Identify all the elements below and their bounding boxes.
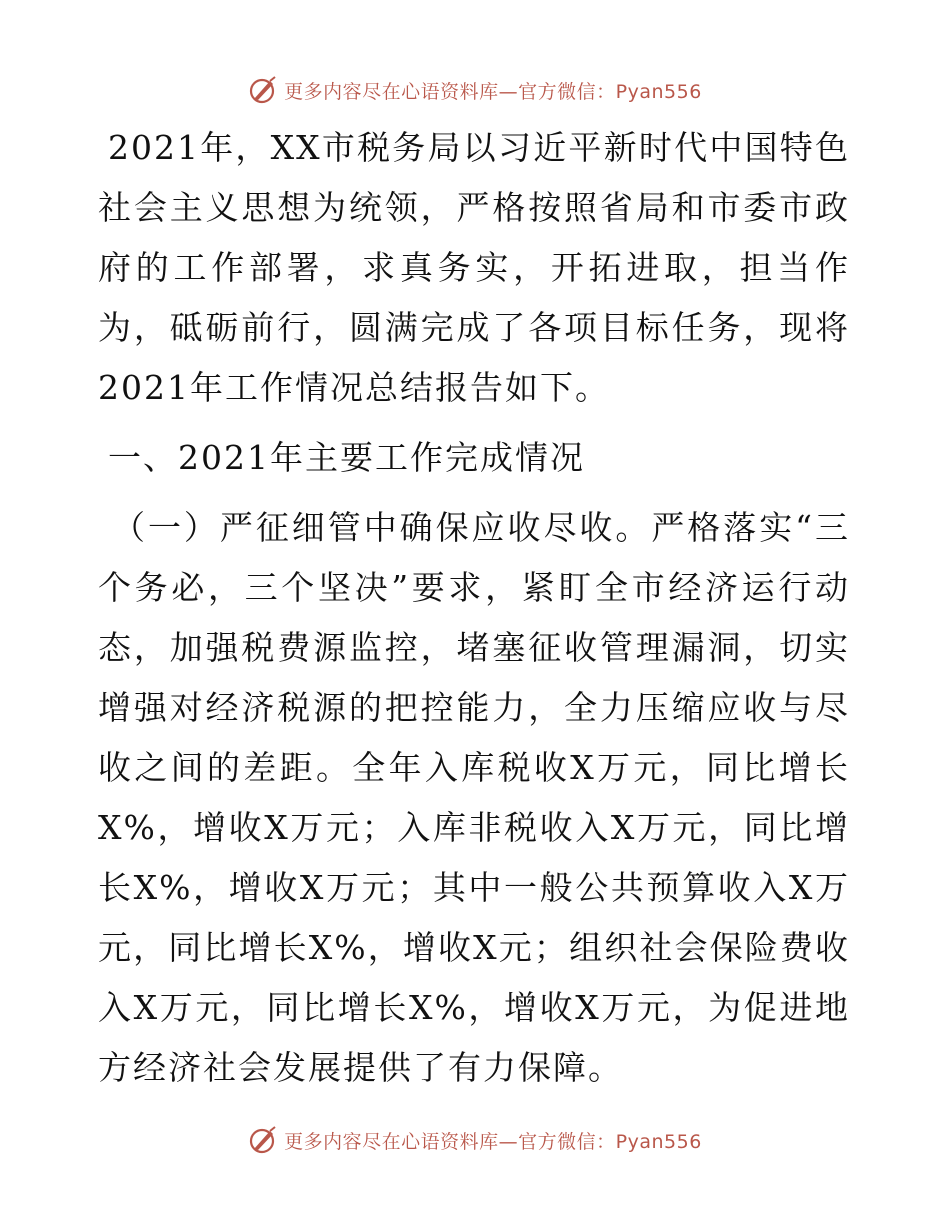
document-body xyxy=(98,118,850,1098)
footer-watermark xyxy=(0,1120,950,1160)
section-heading: 一、2021年主要工作完成情况 xyxy=(108,438,585,477)
header-watermark xyxy=(0,70,950,110)
watermark-text: 更多内容尽在心语资料库—官方微信：Pyan556 xyxy=(284,80,702,103)
feather-pen-logo-icon xyxy=(248,1125,278,1155)
feather-pen-logo-icon xyxy=(248,75,278,105)
intro-paragraph: 2021年，XX市税务局以习近平新时代中国特色社会主义思想为统领，严格按照省局和市委市政府的工作部署，求真务实，开拓进取，担当作为，砥砺前行，圆满完成了各项目标任务，现将2021年工作情况总结报告如下。 xyxy=(98,128,850,407)
watermark-text: 更多内容尽在心语资料库—官方微信：Pyan556 xyxy=(284,1130,702,1153)
section-paragraph: （一）严征细管中确保应收尽收。严格落实“三个务必，三个坚决”要求，紧盯全市经济运行动态，加强税费源监控，堵塞征收管理漏洞，切实增强对经济税源的把控能力，全力压缩应收与尽收之间的差距。全年入库税收X万元，同比增长X%，增收X万元；入库非税收入X万元，同比增长X%，增收X万元；其中一般公共预算收入X万元，同比增长X%，增收X元；组织社会保险费收入X万元，同比增长X%，增收X万元，为促进地方经济社会发展提供了有力保障。 xyxy=(98,508,850,1087)
